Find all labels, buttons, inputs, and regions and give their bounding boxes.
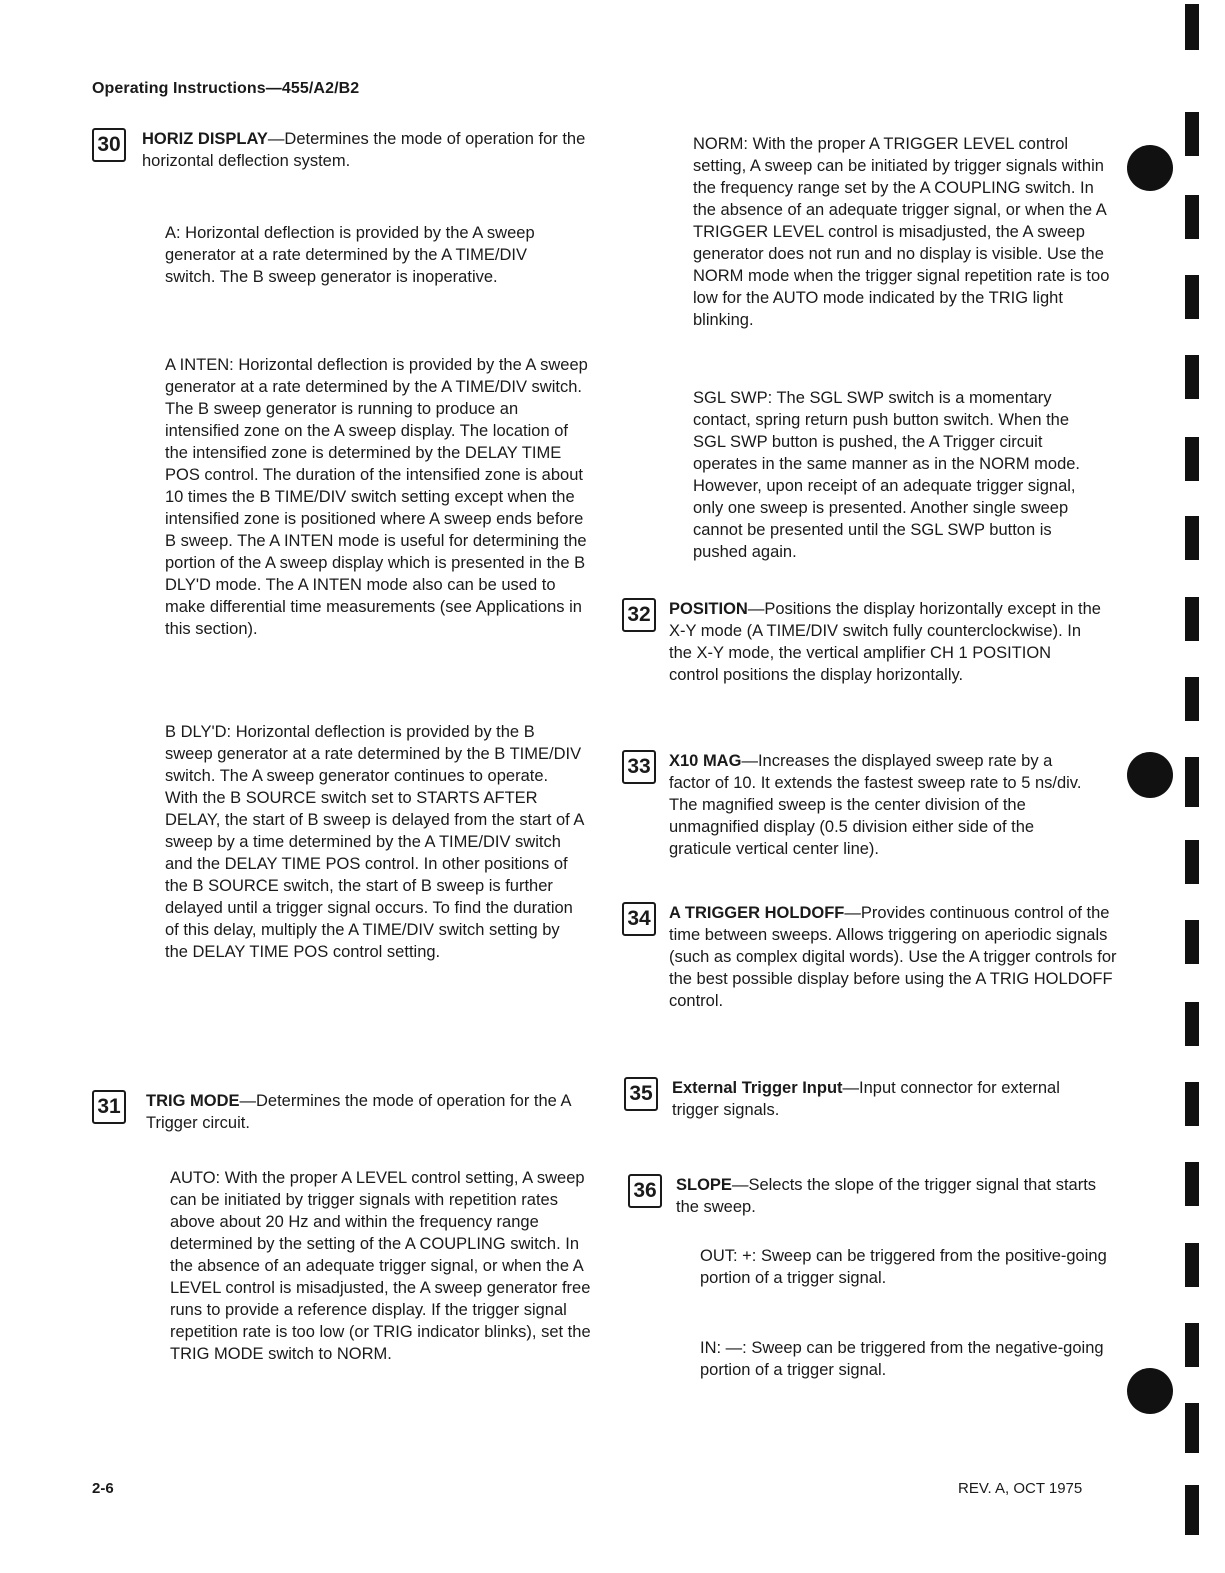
item-description [676, 1174, 1098, 1218]
item-position [622, 598, 1102, 686]
item-term: SLOPE [676, 1176, 732, 1194]
item-a-trigger-holdoff [622, 902, 1117, 1012]
binder-mark [1185, 677, 1199, 721]
item-text: —Positions the display horizontally except in the X-Y mode (A TIME/DIV switch fully counterclockwise). In the X-Y mode, the vertical amplifier CH 1 POSITION control positions the display horizontally. [669, 600, 1101, 684]
sub-norm: NORM: With the proper A TRIGGER LEVEL control setting, A sweep can be initiated by trigger signals within the frequency range set by the A COUPLING switch. In the absence of an adequate trigger signal, or when the A TRIGGER LEVEL control is misadjusted, the A sweep generator does not run and no display is visible. Use the NORM mode when the trigger signal repetition rate is too low for the AUTO mode indicated by the TRIG light blinking. [693, 135, 1110, 329]
item-text: —Selects the slope of the trigger signal that starts the sweep. [676, 1176, 1097, 1216]
binder-mark [1185, 1243, 1199, 1287]
binder-mark [1185, 757, 1199, 807]
page-number: 2-6 [92, 1480, 114, 1497]
item-term: External Trigger Input [672, 1079, 843, 1097]
item-trig-mode [92, 1090, 592, 1134]
item-text: —Determines the mode of operation for the horizontal deflection system. [142, 130, 586, 170]
item-number: 32 [622, 598, 656, 632]
binder-mark [1185, 1323, 1199, 1367]
binder-hole [1127, 752, 1173, 798]
item-description [146, 1090, 592, 1134]
item-text: —Increases the displayed sweep rate by a factor of 10. It extends the fastest sweep rate to 5 ns/div. The magnified sweep is the center division of the unmagnified display (0.5 division either side of the graticule vertical center line). [669, 752, 1082, 858]
item-term: POSITION [669, 600, 748, 618]
sub-a: A: Horizontal deflection is provided by the A sweep generator at a rate determined by the A TIME/DIV switch. The B sweep generator is inoperative. [165, 224, 535, 286]
item-term: HORIZ DISPLAY [142, 130, 268, 148]
item-term: TRIG MODE [146, 1092, 240, 1110]
sub-out: OUT: +: Sweep can be triggered from the positive-going portion of a trigger signal. [700, 1247, 1107, 1287]
page-header: Operating Instructions—455/A2/B2 [92, 80, 360, 97]
item-text: —Provides continuous control of the time between sweeps. Allows triggering on aperiodic signals (such as complex digital words). Use the A trigger controls for the best possible display before using the A TRIG HOLDOFF control. [669, 904, 1117, 1010]
revision-note: REV. A, OCT 1975 [958, 1480, 1083, 1497]
item-text: —Determines the mode of operation for the A Trigger circuit. [146, 1092, 571, 1132]
item-description [669, 598, 1102, 686]
binder-mark [1185, 437, 1199, 481]
item-number: 35 [624, 1077, 658, 1111]
binder-mark [1185, 112, 1199, 156]
binder-mark [1185, 516, 1199, 560]
sub-in: IN: —: Sweep can be triggered from the negative-going portion of a trigger signal. [700, 1339, 1104, 1379]
binder-mark [1185, 1485, 1199, 1535]
item-term: A TRIGGER HOLDOFF [669, 904, 845, 922]
binder-mark [1185, 1002, 1199, 1046]
item-horiz-display [92, 128, 592, 172]
sub-a-inten: A INTEN: Horizontal deflection is provided by the A sweep generator at a rate determined by the A TIME/DIV switch. The B sweep generator is running to produce an intensified zone on the A sweep display. The location of the intensified zone is determined by the DELAY TIME POS control. The duration of the intensified zone is about 10 times the B TIME/DIV switch setting except when the intensified zone is positioned where A sweep ends before B sweep. The A INTEN mode is useful for determining the portion of the A sweep display which is presented in the B DLY'D mode. The A INTEN mode also can be used to make differential time measurements (see Applications in this section). [165, 356, 588, 638]
item-description [672, 1077, 1104, 1121]
item-number: 31 [92, 1090, 126, 1124]
binder-mark [1185, 4, 1199, 50]
sub-auto: AUTO: With the proper A LEVEL control setting, A sweep can be initiated by trigger signals with repetition rates above about 20 Hz and within the frequency range determined by the setting of the A COUPLING switch. In the absence of an adequate trigger signal, or when the A LEVEL control is misadjusted, the A sweep generator free runs to provide a reference display. If the trigger signal repetition rate is too low (or TRIG indicator blinks), set the TRIG MODE switch to NORM. [170, 1169, 591, 1363]
binder-mark [1185, 355, 1199, 399]
binder-mark [1185, 920, 1199, 964]
item-number: 34 [622, 902, 656, 936]
item-x10-mag [622, 750, 1092, 860]
binder-mark [1185, 1162, 1199, 1206]
item-text: —Input connector for external trigger signals. [672, 1079, 1060, 1119]
item-term: X10 MAG [669, 752, 742, 770]
binder-mark [1185, 840, 1199, 884]
item-external-trigger-input [624, 1077, 1104, 1121]
item-number: 33 [622, 750, 656, 784]
item-description [669, 750, 1092, 860]
item-slope [628, 1174, 1098, 1218]
item-number: 30 [92, 128, 126, 162]
binder-mark [1185, 275, 1199, 319]
binder-mark [1185, 1403, 1199, 1453]
binder-hole [1127, 145, 1173, 191]
item-description [142, 128, 592, 172]
sub-sgl-swp: SGL SWP: The SGL SWP switch is a momentary contact, spring return push button switch. When the SGL SWP button is pushed, the A Trigger circuit operates in the same manner as in the NORM mode. However, upon receipt of an adequate trigger signal, only one sweep is presented. Another single sweep cannot be presented until the SGL SWP button is pushed again. [693, 389, 1081, 561]
binder-mark [1185, 1082, 1199, 1126]
sub-b-dlyd: B DLY'D: Horizontal deflection is provided by the B sweep generator at a rate determined by the B TIME/DIV switch. The A sweep generator continues to operate. With the B SOURCE switch set to STARTS AFTER DELAY, the start of B sweep is delayed from the start of A sweep by a time determined by the A TIME/DIV switch and the DELAY TIME POS control. In other positions of the B SOURCE switch, the start of B sweep is further delayed until a trigger signal occurs. To find the duration of this delay, multiply the A TIME/DIV switch setting by the DELAY TIME POS control setting. [165, 723, 584, 961]
binder-mark [1185, 597, 1199, 641]
binder-hole [1127, 1368, 1173, 1414]
item-number: 36 [628, 1174, 662, 1208]
binder-mark [1185, 195, 1199, 239]
item-description [669, 902, 1117, 1012]
